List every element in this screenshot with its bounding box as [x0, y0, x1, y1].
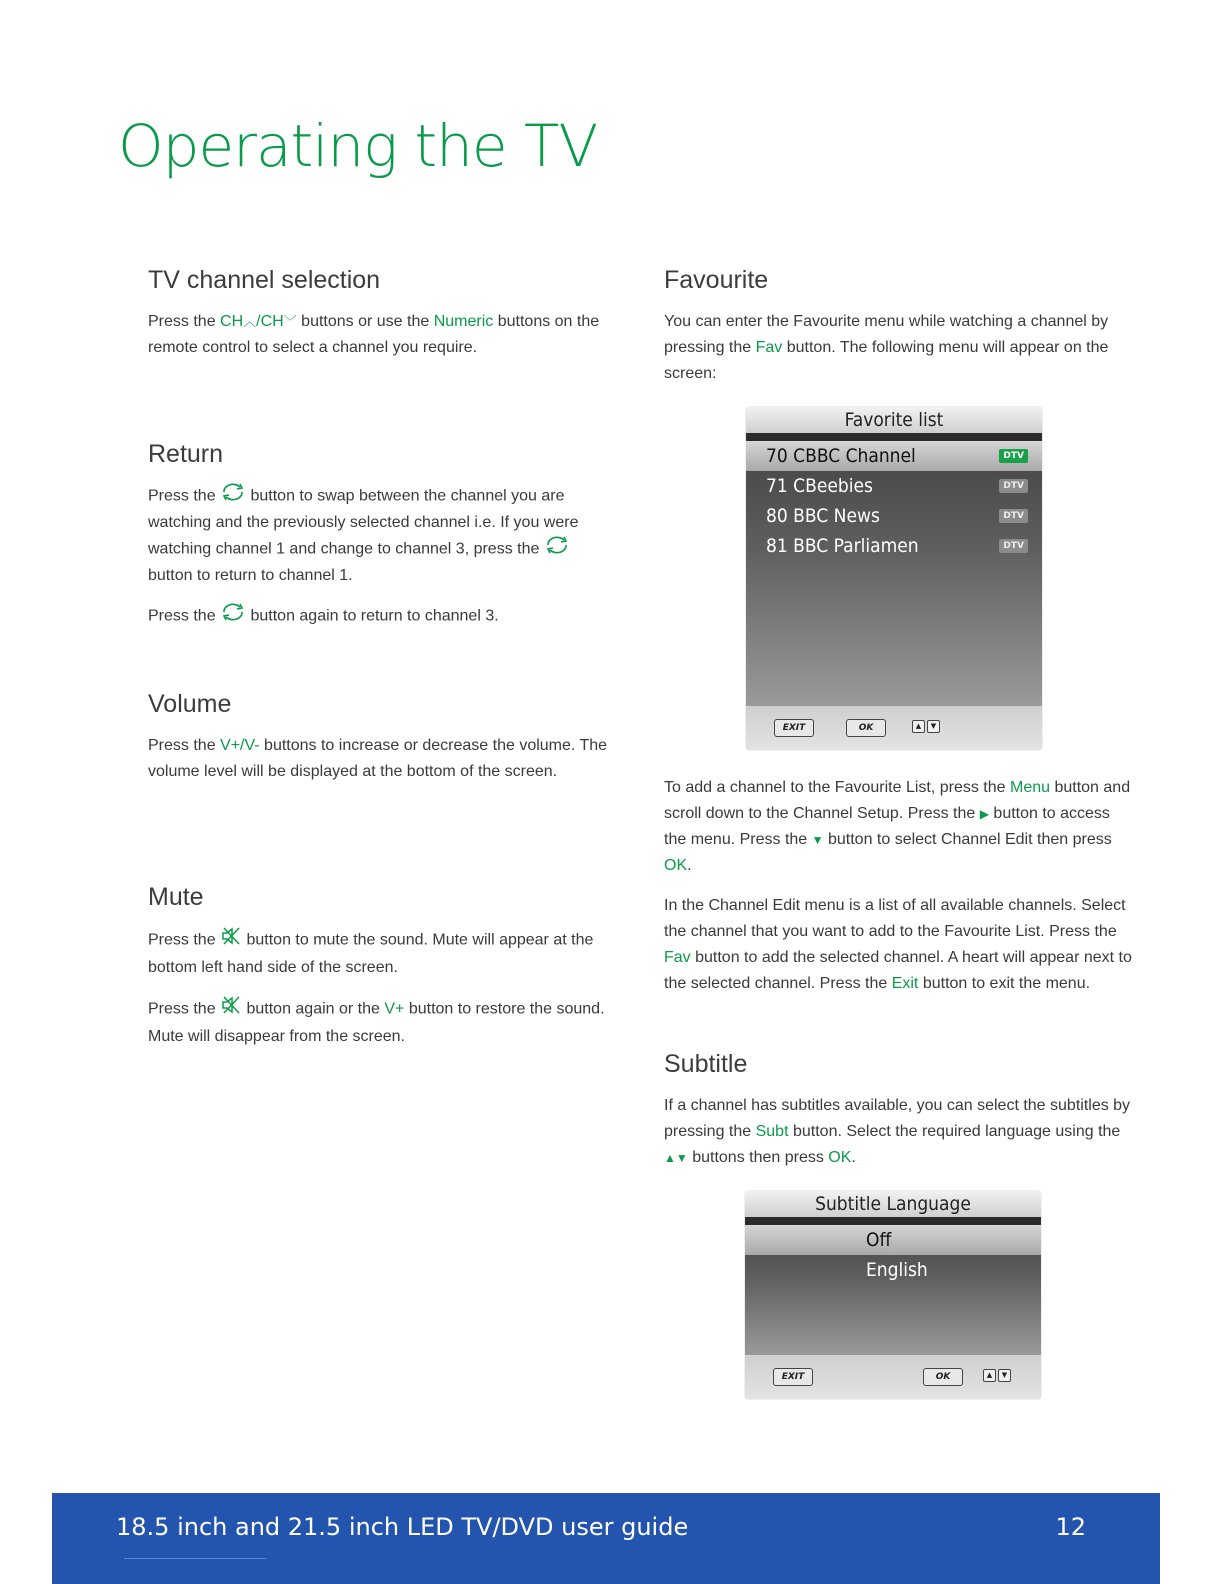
- favorite-row[interactable]: 80 BBC News DTV: [746, 501, 1042, 531]
- mute-paragraph-1: Press the button to mute the sound. Mute will appear at the bottom left hand side of the screen.: [148, 926, 618, 981]
- dtv-badge: DTV: [999, 509, 1028, 523]
- page-footer: [52, 1493, 1160, 1584]
- return-swap-icon: [220, 603, 246, 630]
- return-swap-icon: [544, 536, 570, 563]
- favorite-list-title: Favorite list: [746, 407, 1042, 433]
- exit-label: Exit: [891, 975, 919, 992]
- return-paragraph-1: Press the button to swap between the channel you are watching and the previously selected channel i.e. If you were watching channel 1 and change to channel 3, press the button to return to channel 1.: [148, 483, 618, 589]
- favorite-list-menu: [746, 407, 1042, 750]
- return-paragraph-2: Press the button again to return to channel 3.: [148, 603, 618, 630]
- favourite-paragraph-1: You can enter the Favourite menu while watching a channel by pressing the Fav button. The following menu will appear on the screen:: [664, 313, 1109, 382]
- dtv-badge: DTV: [999, 539, 1028, 553]
- ok-label: OK: [664, 857, 688, 874]
- favorite-list-body: [746, 441, 1042, 706]
- menu-divider: [745, 1217, 1041, 1225]
- dtv-badge: DTV: [999, 479, 1028, 493]
- subtitle-language-menu: [745, 1191, 1041, 1399]
- right-arrow-icon: ▶: [979, 807, 989, 821]
- vplus-vminus-label: V+/V-: [220, 737, 260, 754]
- ok-label: OK: [828, 1149, 852, 1166]
- section-mute: [148, 883, 618, 1064]
- channel-paragraph: Press the CH︿/CH﹀ buttons or use the Numeric buttons on the remote control to select a channel you require.: [148, 313, 600, 356]
- mute-heading: Mute: [148, 883, 204, 911]
- channel-heading: TV channel selection: [148, 266, 381, 294]
- fav-label: Fav: [664, 949, 691, 966]
- section-favourite-instructions: [664, 775, 1134, 1011]
- return-heading: Return: [148, 440, 224, 468]
- section-volume: [148, 690, 618, 799]
- numeric-label: Numeric: [433, 313, 494, 330]
- subtitle-option[interactable]: Off: [745, 1225, 1041, 1255]
- favourite-heading: Favourite: [664, 266, 769, 294]
- exit-button[interactable]: EXIT: [773, 1368, 813, 1386]
- dtv-badge: DTV: [999, 449, 1028, 463]
- mute-speaker-icon: [220, 926, 242, 955]
- ch-up-label: CH: [220, 313, 244, 330]
- favourite-paragraph-2: To add a channel to the Favourite List, press the Menu button and scroll down to the Channel Setup. Press the ▶ button to access the menu. Press the ▼ button to select Channel Edit then press OK.: [664, 779, 1131, 874]
- section-channel-selection: [148, 266, 618, 375]
- favourite-paragraph-3: In the Channel Edit menu is a list of all available channels. Select the channel that you want to add to the Favourite List. Press the Fav button to add the selected channel. A heart will appear next to the selected channel. Press the Exit button to exit the menu.: [664, 897, 1132, 992]
- up-down-buttons: [983, 1369, 1013, 1382]
- mute-paragraph-2: Press the button again or the V+ button to restore the sound. Mute will disappear from the screen.: [148, 995, 618, 1050]
- subtitle-language-body: [745, 1225, 1041, 1355]
- vplus-label: V+: [384, 1000, 405, 1018]
- return-swap-icon: [220, 483, 246, 510]
- up-down-buttons: [912, 720, 942, 733]
- subtitle-language-title: Subtitle Language: [745, 1191, 1041, 1217]
- up-down-arrows-icon: ▲▼: [664, 1151, 688, 1165]
- mute-speaker-icon: [220, 995, 242, 1024]
- footer-title: 18.5 inch and 21.5 inch LED TV/DVD user guide: [116, 1513, 689, 1541]
- ch-down-label: /CH: [256, 313, 284, 330]
- favorite-row[interactable]: 71 CBeebies DTV: [746, 471, 1042, 501]
- section-return: [148, 440, 618, 644]
- subtitle-paragraph: If a channel has subtitles available, you can select the subtitles by pressing the Subt button. Select the required language using the ▲▼ buttons then press OK.: [664, 1097, 1131, 1166]
- section-subtitle: [664, 1050, 1134, 1185]
- subtitle-heading: Subtitle: [664, 1050, 748, 1078]
- down-arrow-icon: ▼: [811, 833, 824, 847]
- subtitle-language-footer: [745, 1355, 1041, 1399]
- subtitle-option[interactable]: English: [866, 1259, 928, 1281]
- volume-paragraph: Press the V+/V- buttons to increase or decrease the volume. The volume level will be displayed at the bottom of the screen.: [148, 737, 608, 780]
- down-arrow-icon[interactable]: ▼: [998, 1369, 1011, 1382]
- footer-underline: [124, 1558, 266, 1559]
- favorite-list-footer: [746, 706, 1042, 750]
- subt-label: Subt: [755, 1123, 789, 1140]
- menu-label: Menu: [1009, 779, 1051, 796]
- favorite-row[interactable]: 70 CBBC Channel DTV: [746, 441, 1042, 471]
- page-title: Operating the TV: [118, 112, 598, 180]
- favorite-row[interactable]: 81 BBC Parliamen DTV: [746, 531, 1042, 561]
- page-number: 12: [1055, 1513, 1086, 1541]
- chevron-up-icon: ︿: [243, 314, 257, 329]
- volume-heading: Volume: [148, 690, 232, 718]
- ok-button[interactable]: OK: [846, 719, 886, 737]
- up-arrow-icon[interactable]: ▲: [912, 720, 925, 733]
- up-arrow-icon[interactable]: ▲: [983, 1369, 996, 1382]
- section-favourite: [664, 266, 1134, 401]
- chevron-down-icon: ﹀: [283, 314, 297, 329]
- exit-button[interactable]: EXIT: [774, 719, 814, 737]
- ok-button[interactable]: OK: [923, 1368, 963, 1386]
- down-arrow-icon[interactable]: ▼: [927, 720, 940, 733]
- menu-divider: [746, 433, 1042, 441]
- fav-label: Fav: [755, 339, 783, 356]
